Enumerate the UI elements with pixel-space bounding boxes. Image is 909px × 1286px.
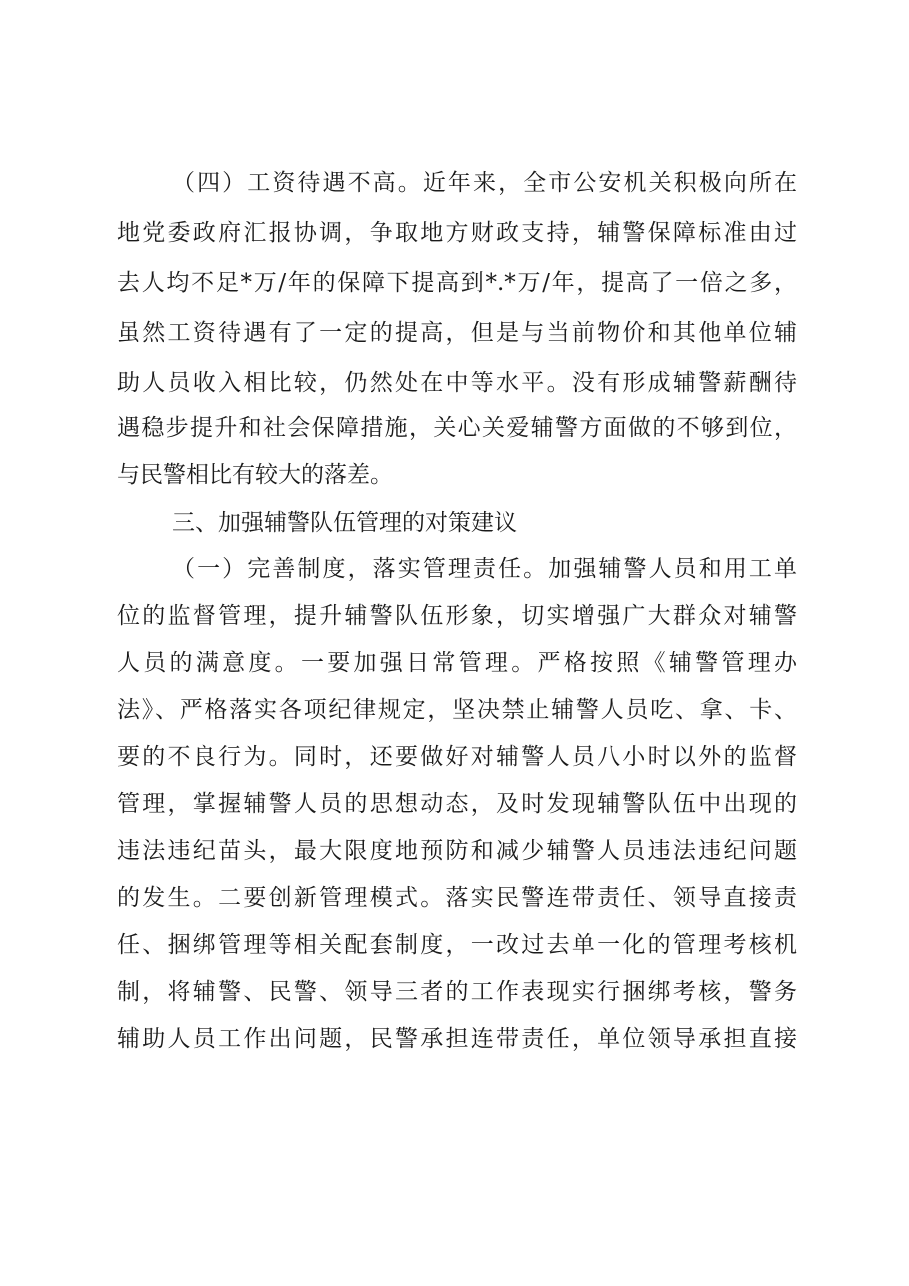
paragraph-line: 要的不良行为。同时，还要做好对辅警人员八小时以外的监督 [117,744,797,770]
paragraph-line: 遇稳步提升和社会保障措施，关心关爱辅警方面做的不够到位， [117,415,797,441]
paragraph-line: 辅助人员工作出问题，民警承担连带责任，单位领导承担直接 [117,1026,797,1052]
paragraph-line: 助人员收入相比较，仍然处在中等水平。没有形成辅警薪酬待 [117,370,797,396]
paragraph-line: 的发生。二要创新管理模式。落实民警连带责任、领导直接责 [117,885,797,911]
paragraph-line: 去人均不足*万/年的保障下提高到*.*万/年，提高了一倍之多， [117,270,797,296]
paragraph-line: 管理，掌握辅警人员的思想动态，及时发现辅警队伍中出现的 [117,791,797,817]
paragraph-line: 地党委政府汇报协调，争取地方财政支持，辅警保障标准由过 [117,220,797,246]
paragraph-line: 与民警相比有较大的落差。 [117,462,393,488]
paragraph-line: 位的监督管理，提升辅警队伍形象，切实增强广大群众对辅警 [117,603,797,629]
paragraph-line: 人员的满意度。一要加强日常管理。严格按照《辅警管理办 [117,650,797,676]
paragraph-line: 制，将辅警、民警、领导三者的工作表现实行捆绑考核，警务 [117,979,797,1005]
paragraph-line: （一）完善制度，落实管理责任。加强辅警人员和用工单 [172,556,797,582]
paragraph-line: 法》、严格落实各项纪律规定，坚决禁止辅警人员吃、拿、卡、 [117,697,797,723]
paragraph-line: 虽然工资待遇有了一定的提高，但是与当前物价和其他单位辅 [117,320,797,346]
section-heading: 三、加强辅警队伍管理的对策建议 [172,510,517,536]
paragraph-line: 任、捆绑管理等相关配套制度，一改过去单一化的管理考核机 [117,932,797,958]
paragraph-line: 违法违纪苗头，最大限度地预防和减少辅警人员违法违纪问题 [117,838,797,864]
paragraph-line: （四）工资待遇不高。近年来，全市公安机关积极向所在 [172,170,797,196]
